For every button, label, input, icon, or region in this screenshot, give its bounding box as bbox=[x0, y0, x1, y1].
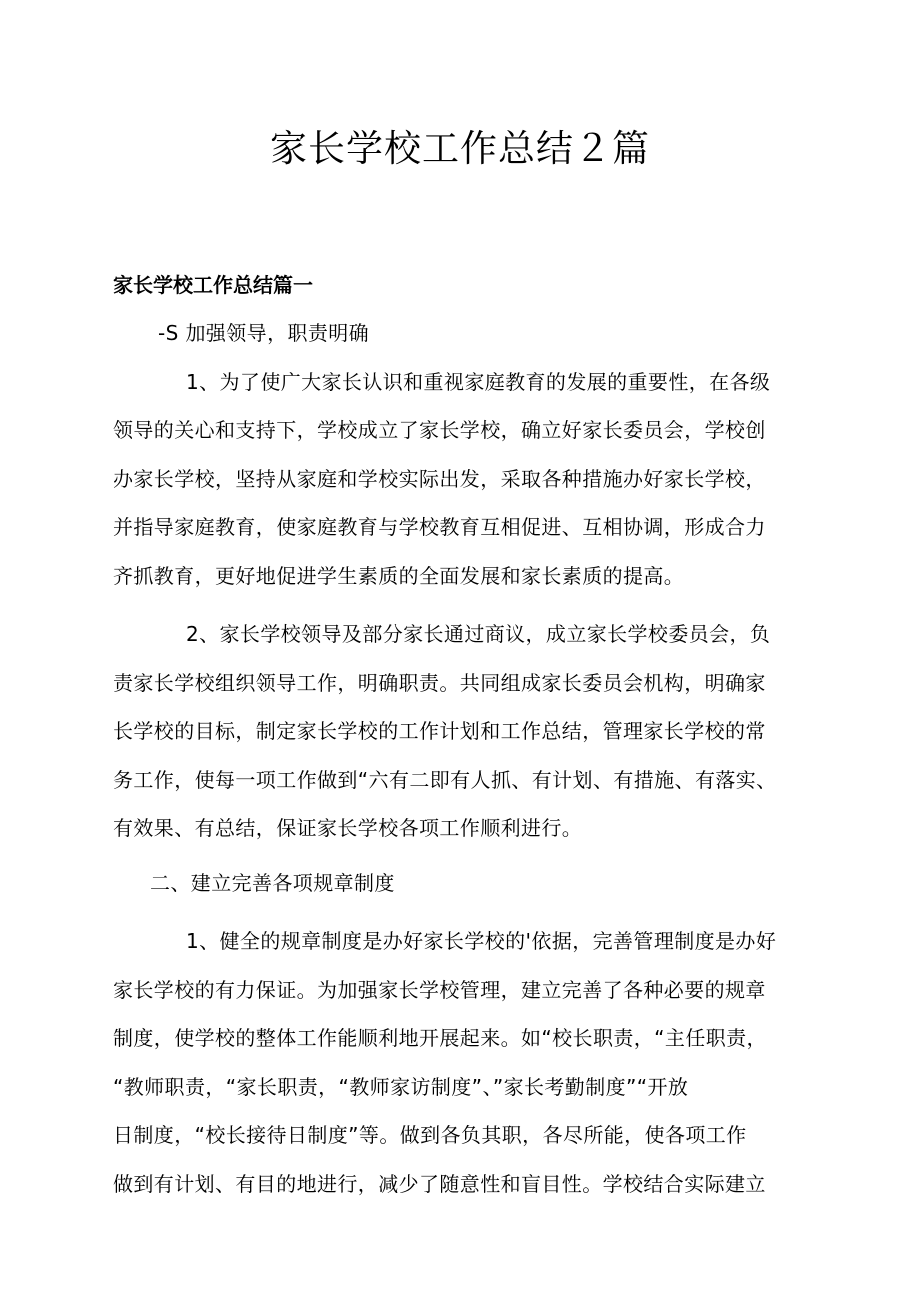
paragraph-line: 2、家长学校领导及部分家长通过商议，成立家长学校委员会，负 bbox=[186, 622, 771, 646]
document-title: 家长学校工作总结２篇 bbox=[270, 127, 650, 170]
paragraph-line: 领导的关心和支持下，学校成立了家长学校，确立好家长委员会，学校创 bbox=[113, 418, 766, 442]
paragraph-line: 责家长学校组织领导工作，明确职责。共同组成家长委员会机构，明确家 bbox=[113, 670, 766, 695]
heading-regulations: 二、建立完善各项规章制度 bbox=[150, 870, 395, 895]
paragraph-line: 务工作，使每一项工作做到“六有二即有人抓、有计划、有措施、有落实、 bbox=[113, 767, 777, 792]
paragraph-line: 家长学校的有力保证。为加强家长学校管理，建立完善了各种必要的规章 bbox=[113, 977, 766, 1002]
paragraph-line: 1、为了使广大家长认识和重视家庭教育的发展的重要性，在各级 bbox=[186, 369, 771, 394]
paragraph-line: “教师职责，“家长职责，“教师家访制度”、”家长考勤制度”“开放 bbox=[113, 1074, 689, 1099]
document-body bbox=[113, 266, 833, 1208]
paragraph-line: 制度，使学校的整体工作能顺利地开展起来。如“校长职责，“主任职责， bbox=[113, 1026, 767, 1050]
paragraph-1 bbox=[113, 358, 833, 601]
paragraph-3 bbox=[113, 917, 833, 1208]
paragraph-line: 做到有计划、有目的地进行，减少了随意性和盲目性。学校结合实际建立 bbox=[113, 1171, 766, 1196]
heading-leadership: -S 加强领导，职责明确 bbox=[158, 321, 370, 345]
paragraph-line: 办家长学校，坚持从家庭和学校实际出发，采取各种措施办好家长学校， bbox=[113, 466, 766, 491]
paragraph-line: 并指导家庭教育，使家庭教育与学校教育互相促进、互相协调，形成合力 bbox=[113, 515, 766, 539]
paragraph-2 bbox=[113, 610, 833, 853]
paragraph-line: 长学校的目标，制定家长学校的工作计划和工作总结，管理家长学校的常 bbox=[113, 719, 766, 743]
section-title: 家长学校工作总结篇一 bbox=[113, 273, 313, 297]
paragraph-line: 有效果、有总结，保证家长学校各项工作顺利进行。 bbox=[113, 816, 583, 840]
paragraph-line: 齐抓教育，更好地促进学生素质的全面发展和家长素质的提高。 bbox=[113, 563, 685, 588]
paragraph-line: 日制度，“校长接待日制度”等。做到各负其职，各尽所能，使各项工作 bbox=[113, 1123, 747, 1147]
paragraph-line: 1、健全的规章制度是办好家长学校的'依据，完善管理制度是办好 bbox=[186, 929, 777, 953]
